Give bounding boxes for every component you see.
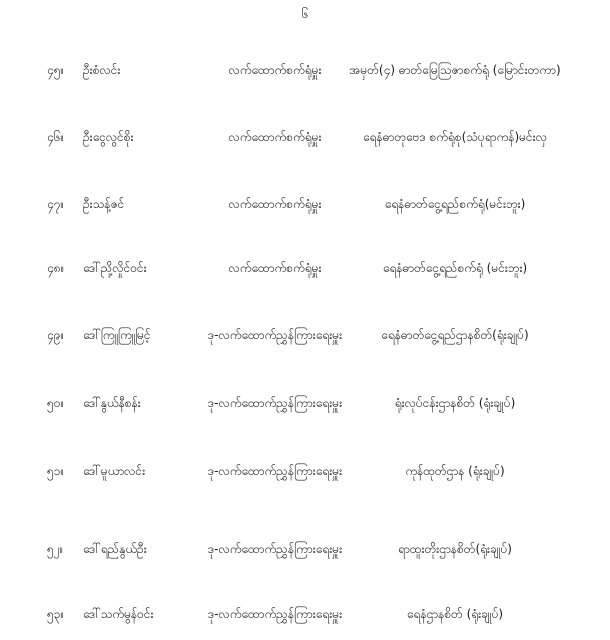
row-department: ရေနံဓာတုဗေဒ စက်ရုံစု(သံပုရာကန်)မင်းလှ <box>363 130 547 144</box>
row-position: ဒု-လက်ထောက်ညွှန်ကြားရေးမှူး <box>207 328 343 342</box>
row-department: အမှတ်(၄) ဓာတ်မြေဩဇာစက်ရုံ (မြောင်းတကာ) <box>349 63 561 77</box>
row-number: ၅၁။ <box>47 464 65 478</box>
row-number: ၅၃။ <box>47 607 65 621</box>
row-name: ဒေါ်သက်မွန်ဝင်း <box>83 607 154 621</box>
row-position: လက်ထောက်စက်ရုံမှူး <box>228 261 322 275</box>
row-name: ဦးငွေလွင်စိုး <box>83 130 134 144</box>
page-number: ၆ <box>301 7 309 21</box>
row-department: ကုန်ထုတ်ဌာန (ရုံးချုပ်) <box>405 464 505 478</box>
row-position: လက်ထောက်စက်ရုံမှူး <box>228 63 322 77</box>
row-number: ၄၆။ <box>47 130 65 144</box>
row-department: ရာထူးတိုးဌာနစိတ်(ရုံးချုပ်) <box>398 542 512 556</box>
row-name: ဦးသန့်ဇင် <box>83 197 125 211</box>
row-position: ဒု-လက်ထောက်ညွှန်ကြားရေးမှူး <box>207 396 343 410</box>
row-number: ၄၅။ <box>47 63 65 77</box>
row-department: ရေနံဓာတ်ငွေ့ရည်စက်ရုံ(မင်းဘူး) <box>384 197 526 211</box>
row-department: ရေနံဓာတ်ငွေ့ရည်ဌာနစိတ်(ရုံးချုပ်) <box>381 328 529 342</box>
row-name: ဒေါ်ကြူကြူမြင့် <box>83 328 151 342</box>
row-number: ၅၀။ <box>47 396 65 410</box>
row-position: လက်ထောက်စက်ရုံမှူး <box>228 197 322 211</box>
row-department: ရေနံဓာတ်ငွေ့ရည်စက်ရုံ (မင်းဘူး) <box>382 261 528 275</box>
row-position: လက်ထောက်စက်ရုံမှူး <box>228 130 322 144</box>
row-name: ဦးစံလင်း <box>83 63 121 77</box>
row-position: ဒု-လက်ထောက်ညွှန်ကြားရေးမှူး <box>207 542 343 556</box>
row-department: ရေနံဌာနစိတ် (ရုံးချုပ်) <box>406 607 504 621</box>
row-name: ဒေါ်မူယာလင်း <box>83 464 146 478</box>
row-number: ၅၂။ <box>47 542 64 556</box>
row-position: ဒု-လက်ထောက်ညွှန်ကြားရေးမှူး <box>207 607 343 621</box>
row-position: ဒု-လက်ထောက်ညွှန်ကြားရေးမှူး <box>207 464 343 478</box>
row-name: ဒေါ်နွယ်နီစန်း <box>83 396 141 410</box>
row-name: ဒေါ်ရည်နွယ်ဦး <box>83 542 147 556</box>
row-number: ၄၇။ <box>47 197 65 211</box>
row-name: ဒေါ်ညို့လှိုင်ဝင်း <box>83 261 147 275</box>
row-department: ရုံးလုပ်ငန်းဌာနစိတ် (ရုံးချုပ်) <box>394 396 516 410</box>
row-number: ၄၉။ <box>47 328 65 342</box>
row-number: ၄၈။ <box>47 261 65 275</box>
